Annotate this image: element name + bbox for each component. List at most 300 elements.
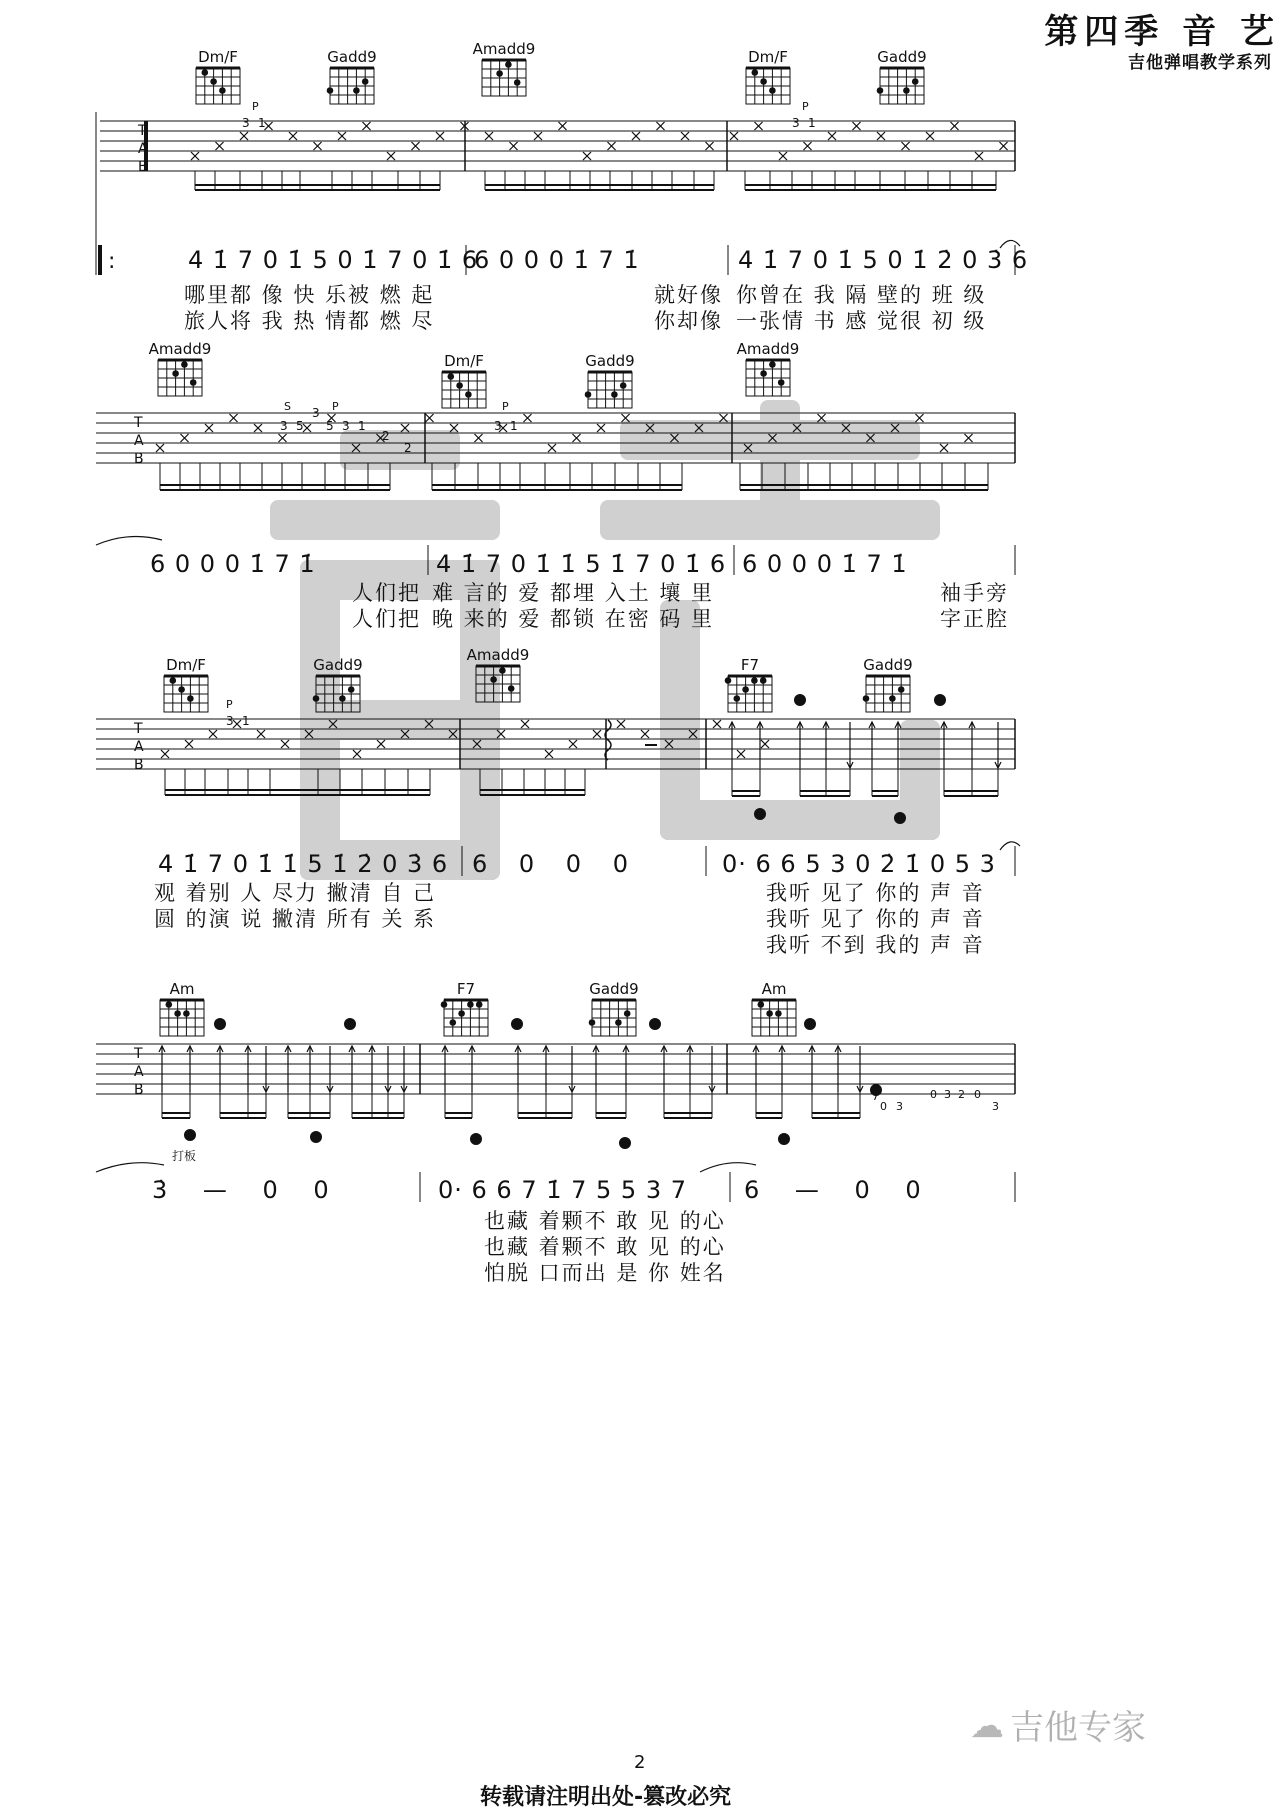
tab-x-mark [975, 152, 983, 160]
chord-dmf-2-label: Dm/F [748, 48, 788, 66]
chord-dot [611, 391, 618, 398]
chord-dot [202, 69, 209, 76]
lyric-line: 人们把 [352, 607, 421, 631]
tab-x-mark [657, 122, 665, 130]
strum-down-arrow [401, 1046, 407, 1092]
lyric-line: 我听 不到 我的 声 音 [766, 933, 985, 957]
chord-gadd9-1-diagram [327, 68, 374, 104]
tab-letter-b: B [134, 451, 144, 467]
tab-x-mark [510, 142, 518, 150]
chord-amadd9-3-diagram [746, 360, 790, 396]
beam-group-14 [220, 1092, 266, 1118]
bass-note-dot [649, 1018, 661, 1030]
chord-dmf-2-diagram [746, 68, 790, 104]
beam-group-18 [518, 1092, 572, 1118]
notation-measure-1: 4 1̇ 7 0 1̇ 5 0 1̇ 7 0 1̇ 6 [188, 246, 479, 274]
lyric-line: 就好像 [654, 283, 723, 307]
tab-x-mark [548, 444, 556, 452]
tab-x-mark [632, 132, 640, 140]
notation-measure-6: 6 0 0 0 1̇ 7 1̇ [742, 550, 908, 578]
beam-group-10 [800, 768, 850, 796]
notation-measure-3: 4 1̇ 7 0 1̇ 5 0 1̇ 2̇ 0 3̇ 6 [738, 246, 1029, 274]
tab-number: 1 [242, 714, 250, 728]
notation-measure-7: 4 1̇ 7 0 1̇ 1̇ 5 1̇ 2̇ 0 3̇ 6 [158, 850, 449, 878]
chord-dot [181, 361, 188, 368]
tab-letter-t: T [134, 721, 143, 737]
tab-x-mark [965, 434, 973, 442]
chord-am-2-label: Am [761, 980, 787, 998]
tab-x-mark [916, 414, 924, 422]
tab-x-mark [436, 132, 444, 140]
chord-dot [760, 370, 767, 377]
chord-gadd9-1-label: Gadd9 [327, 48, 377, 66]
tab-number: 5 [326, 419, 334, 433]
tab-x-mark [209, 730, 217, 738]
strum-up-arrow [753, 1046, 759, 1092]
strum-up-arrow [159, 1046, 165, 1092]
chord-dot [353, 87, 360, 94]
tab-x-mark [737, 750, 745, 758]
chord-dmf-1-diagram [196, 68, 240, 104]
tab-x-mark [706, 142, 714, 150]
beam-group-17 [445, 1092, 472, 1118]
strum-down-arrow [327, 1046, 333, 1092]
tab-x-mark [314, 142, 322, 150]
strum-up-arrow [187, 1046, 193, 1092]
chord-dot [190, 379, 197, 386]
tab-x-mark [338, 132, 346, 140]
tab-number: 7 [872, 1090, 879, 1103]
tab-letter-a: A [134, 433, 144, 449]
tab-letter-t: T [134, 1046, 143, 1062]
wechat-icon: ☁ [970, 1706, 1004, 1746]
chord-dot [508, 685, 515, 692]
chord-dot [769, 361, 776, 368]
chord-dot [496, 70, 503, 77]
tab-x-mark [926, 132, 934, 140]
chord-f7-2-diagram [441, 1000, 488, 1036]
tab-x-mark [534, 132, 542, 140]
tab-number: 3 [342, 419, 350, 433]
chord-dot [456, 382, 463, 389]
tab-x-mark [303, 424, 311, 432]
chord-f7-2-label: F7 [456, 980, 476, 998]
copyright-notice: 转载请注明出处-篡改必究 [480, 1785, 732, 1810]
tab-number: 0 [930, 1088, 937, 1101]
chord-dot [505, 61, 512, 68]
tab-x-mark [681, 132, 689, 140]
beam-group-13 [162, 1092, 190, 1118]
strum-down-arrow [709, 1046, 715, 1092]
chord-amadd9-2-diagram [158, 360, 202, 396]
strum-up-arrow [515, 1046, 521, 1092]
chord-dot [912, 78, 919, 85]
pull-off-mark: P [332, 400, 339, 413]
chord-am-1-diagram [160, 1000, 204, 1036]
tab-x-mark [608, 142, 616, 150]
chord-gadd9-3-diagram [585, 372, 632, 408]
chord-dot [769, 87, 776, 94]
tab-x-mark [485, 132, 493, 140]
tab-letter-a: A [134, 739, 144, 755]
bass-note-dot [778, 1133, 790, 1145]
notation-measure-5: 4 1̇ 7 0 1̇ 1̇ 5 1̇ 7 0 1̇ 6 [436, 550, 727, 578]
chord-dmf-3-diagram [442, 372, 486, 408]
chord-dot [751, 677, 758, 684]
strum-down-arrow [385, 1046, 391, 1092]
tab-x-mark [265, 122, 273, 130]
chord-dot [166, 1001, 173, 1008]
tab-number: 3 [280, 419, 288, 433]
notation-measure-8: 6 0 0 0 [472, 850, 640, 878]
lyric-line: 你却像 [654, 309, 723, 333]
tab-x-mark [545, 750, 553, 758]
chord-dot [210, 78, 217, 85]
bass-note-dot [511, 1018, 523, 1030]
chord-dot [450, 1019, 457, 1026]
tab-x-mark [205, 424, 213, 432]
chord-am-2-diagram [752, 1000, 796, 1036]
chord-amadd9-1-diagram [482, 60, 526, 96]
bass-note-dot [470, 1133, 482, 1145]
strum-up-arrow [245, 1046, 251, 1092]
tab-x-mark [761, 740, 769, 748]
tab-letter-b: B [134, 1082, 144, 1098]
tab-number: 1 [358, 419, 366, 433]
chord-dot [760, 677, 767, 684]
chord-dot [313, 695, 320, 702]
chord-dot [448, 373, 455, 380]
bass-note-dot [934, 694, 946, 706]
tab-number: 3 [944, 1088, 951, 1101]
strum-up-arrow [285, 1046, 291, 1092]
beam-group-3 [745, 171, 996, 190]
lyric-line: 人们把 [352, 581, 421, 605]
tab-x-mark [713, 720, 721, 728]
chord-dot [170, 677, 177, 684]
tab-x-mark [412, 142, 420, 150]
tab-x-mark [779, 152, 787, 160]
tab-x-mark [475, 434, 483, 442]
tab-x-mark [181, 434, 189, 442]
tab-letter-b: B [134, 757, 144, 773]
notation-measure-9: 0· 6 6 5 3 0 2̇ 1̇ 0 5 3 [722, 850, 996, 878]
tab-x-mark [156, 444, 164, 452]
lyric-line: 也藏 着颗不 敢 见 的心 [484, 1209, 726, 1233]
chord-dot [327, 87, 334, 94]
strum-up-arrow [469, 1046, 475, 1092]
chord-dot [775, 1010, 782, 1017]
chord-dot [178, 686, 185, 693]
tab-letter-t: T [134, 415, 143, 431]
lyric-line: 我听 见了 你的 声 音 [766, 907, 985, 931]
chord-amadd9-1-label: Amadd9 [472, 40, 536, 58]
lyric-line: 字正腔 [940, 607, 1009, 631]
tab-x-mark [853, 122, 861, 130]
tab-x-mark [216, 142, 224, 150]
beam-group-2 [485, 171, 714, 190]
chord-gadd9-6-diagram [589, 1000, 636, 1036]
chord-dot [889, 695, 896, 702]
strum-up-arrow [835, 1046, 841, 1092]
repeat-dots: : [108, 249, 116, 274]
tab-x-mark [363, 122, 371, 130]
strum-up-arrow [543, 1046, 549, 1092]
tab-x-mark [161, 750, 169, 758]
tab-number: 0 [880, 1100, 887, 1113]
chord-dot [863, 695, 870, 702]
tab-x-mark [353, 750, 361, 758]
lyric-line: 旅人将 我 热 情都 燃 尽 [184, 309, 435, 333]
chord-dot [877, 87, 884, 94]
tab-letter-t: T [138, 123, 147, 139]
tab-x-mark [281, 740, 289, 748]
chord-dot [187, 695, 194, 702]
tab-x-mark [185, 740, 193, 748]
chord-dmf-4-label: Dm/F [166, 656, 206, 674]
chord-dot [499, 667, 506, 674]
lyric-line: 晚 来的 爱 都锁 在密 码 里 [432, 607, 715, 631]
bass-note-dot [344, 1018, 356, 1030]
lyric-line: 圆 的演 说 撇清 所有 关 系 [154, 907, 437, 931]
tab-x-mark [641, 730, 649, 738]
lyric-line: 袖手旁 [940, 581, 1009, 605]
tab-x-mark [755, 122, 763, 130]
tab-number: 3 [792, 116, 800, 130]
tab-x-mark [902, 142, 910, 150]
lyric-line: 难 言的 爱 都埋 入土 壤 里 [432, 581, 715, 605]
bass-note-dot [619, 1137, 631, 1149]
lyric-line: 怕脱 口而出 是 你 姓名 [484, 1261, 726, 1285]
pull-off-mark: P [502, 400, 509, 413]
tab-x-mark [233, 720, 241, 728]
chord-dot [339, 695, 346, 702]
tab-number: 2 [404, 441, 412, 455]
series-subtitle: 吉他弹唱教学系列 [1128, 53, 1272, 73]
chord-dot [348, 686, 355, 693]
lyric-line: 哪里都 像 快 乐被 燃 起 [184, 283, 435, 307]
bass-note-dot [754, 808, 766, 820]
page-number: 2 [634, 1752, 646, 1773]
chord-dot [734, 695, 741, 702]
chord-dmf-4-diagram [164, 676, 208, 712]
tab-x-mark [569, 740, 577, 748]
tab-x-mark [254, 424, 262, 432]
tab-number: 3 [992, 1100, 999, 1113]
chord-dot [476, 1001, 483, 1008]
notation-measure-12: 6 — 0 0 [744, 1176, 935, 1204]
pull-off-mark: P [226, 698, 233, 711]
strum-up-arrow [623, 1046, 629, 1092]
strum-up-arrow [349, 1046, 355, 1092]
chord-dot [760, 78, 767, 85]
tie-arc [96, 536, 162, 545]
lyric-line: 一张情 书 感 觉很 初 级 [736, 309, 987, 333]
tab-number: 1 [510, 419, 518, 433]
tab-number: 5 [296, 419, 304, 433]
chord-dot [725, 677, 732, 684]
chord-dot [624, 1010, 631, 1017]
tab-x-mark [377, 740, 385, 748]
strum-down-arrow [569, 1046, 575, 1092]
tab-x-mark [940, 444, 948, 452]
tab-letter-a: A [134, 1064, 144, 1080]
bass-note-dot [310, 1131, 322, 1143]
lyric-line: 观 着别 人 尽力 撇清 自 己 [154, 881, 437, 905]
tab-number: 3 [226, 714, 234, 728]
tab-letter-a: A [138, 141, 148, 157]
chord-dot [620, 382, 627, 389]
tab-number: 2 [958, 1088, 965, 1101]
tab-number: 3 [242, 116, 250, 130]
chord-dot [183, 1010, 190, 1017]
tab-number: 3 [494, 419, 502, 433]
chord-amadd9-2-label: Amadd9 [148, 340, 212, 358]
tab-x-mark [240, 132, 248, 140]
chord-dot [758, 1001, 765, 1008]
beam-group-11 [872, 768, 898, 796]
tab-x-mark [279, 434, 287, 442]
chord-dot [219, 87, 226, 94]
chord-amadd9-3-label: Amadd9 [736, 340, 800, 358]
beam-group-21 [756, 1092, 782, 1118]
chord-f7-1-label: F7 [740, 656, 760, 674]
pull-off-mark: P [802, 100, 809, 113]
tab-x-mark [583, 152, 591, 160]
tab-number: 3 [896, 1100, 903, 1113]
chord-dot [441, 1001, 448, 1008]
beam-group-7 [165, 769, 430, 795]
beam-group-22 [812, 1092, 860, 1118]
notation-measure-11: 0· 6 6 7 1̇ 7 5 5 3 7 [438, 1176, 687, 1204]
bass-note-dot [894, 812, 906, 824]
tab-x-mark [289, 132, 297, 140]
tab-x-mark [387, 152, 395, 160]
tab-x-mark [573, 434, 581, 442]
chord-dot [490, 676, 497, 683]
lyric-line: 你曾在 我 隔 壁的 班 级 [736, 283, 987, 307]
beam-group-15 [288, 1092, 330, 1118]
tab-number: 3 [312, 406, 320, 420]
beam-group-1 [195, 171, 440, 190]
technique-note: 打板 [172, 1149, 197, 1163]
tab-x-mark [559, 122, 567, 130]
tie-arc [700, 1163, 756, 1172]
chord-dot [766, 1010, 773, 1017]
chord-gadd9-5-diagram [863, 676, 910, 712]
chord-dot [615, 1019, 622, 1026]
tab-x-mark [593, 730, 601, 738]
chord-dot [514, 79, 521, 86]
chord-dot [174, 1010, 181, 1017]
tab-x-mark [804, 142, 812, 150]
chord-dot [585, 391, 592, 398]
strum-up-arrow [809, 1046, 815, 1092]
series-title: 第四季 音 艺 [1044, 12, 1280, 52]
chord-dot [458, 1010, 465, 1017]
chord-gadd9-5-label: Gadd9 [863, 656, 913, 674]
tab-number: 1 [808, 116, 816, 130]
tab-x-mark [730, 132, 738, 140]
tab-staff-1 [100, 121, 1015, 171]
chord-dot [778, 379, 785, 386]
tie-arc [96, 1163, 164, 1172]
notation-measure-10: 3̇ — 0 0 [152, 1176, 343, 1204]
bass-note-dot [794, 694, 806, 706]
beam-group-5 [432, 463, 682, 490]
strum-up-arrow [661, 1046, 667, 1092]
chord-dmf-3-label: Dm/F [444, 352, 484, 370]
chord-gadd9-3-label: Gadd9 [585, 352, 635, 370]
chord-dot [903, 87, 910, 94]
strum-up-arrow [307, 1046, 313, 1092]
bass-note-dot [184, 1129, 196, 1141]
chord-gadd9-4-label: Gadd9 [313, 656, 363, 674]
tab-x-mark [191, 152, 199, 160]
brand-name: 吉他专家 [1010, 1708, 1146, 1748]
beam-group-16 [352, 1092, 404, 1118]
strum-up-arrow [369, 1046, 375, 1092]
strum-up-arrow [217, 1046, 223, 1092]
beam-group-9 [732, 768, 760, 796]
strum-up-arrow [687, 1046, 693, 1092]
tab-number: 1 [258, 116, 266, 130]
lyric-line: 也藏 着颗不 敢 见 的心 [484, 1235, 726, 1259]
beam-group-12 [944, 768, 998, 796]
bass-note-dot [214, 1018, 226, 1030]
chord-dot [752, 69, 759, 76]
notation-measure-4: 6 0 0 0 1̇ 7 1̇ [150, 550, 316, 578]
tab-x-mark [230, 414, 238, 422]
chord-dot [742, 686, 749, 693]
tab-x-mark [828, 132, 836, 140]
chord-dmf-1-label: Dm/F [198, 48, 238, 66]
chord-dot [898, 686, 905, 693]
tab-x-mark [524, 414, 532, 422]
chord-dot [465, 391, 472, 398]
tab-x-mark [877, 132, 885, 140]
slide-mark: S [284, 400, 291, 413]
bass-note-dot [804, 1018, 816, 1030]
chord-amadd9-4-label: Amadd9 [466, 646, 530, 664]
strum-down-arrow [857, 1046, 863, 1092]
chord-dot [172, 370, 179, 377]
tab-x-mark [521, 720, 529, 728]
chord-dot [362, 78, 369, 85]
lyric-line: 我听 见了 你的 声 音 [766, 881, 985, 905]
tab-letter-b: B [138, 159, 148, 175]
tab-x-mark [617, 720, 625, 728]
strum-up-arrow [442, 1046, 448, 1092]
tab-x-mark [1000, 142, 1008, 150]
strum-down-arrow [263, 1046, 269, 1092]
chord-f7-1-diagram [725, 676, 772, 712]
beam-group-20 [664, 1092, 712, 1118]
tie-arc [1000, 842, 1020, 850]
yin-yi-watermark [270, 400, 940, 880]
tab-x-mark [597, 424, 605, 432]
tab-x-mark [257, 730, 265, 738]
tab-number: 0 [974, 1088, 981, 1101]
pull-off-mark: P [252, 100, 259, 113]
tab-x-mark [426, 414, 434, 422]
chord-gadd9-2-diagram [877, 68, 924, 104]
notation-measure-2: 6 0 0 0 1̇ 7 1̇ [474, 246, 640, 274]
chord-dot [589, 1019, 596, 1026]
chord-gadd9-6-label: Gadd9 [589, 980, 639, 998]
strum-up-arrow [593, 1046, 599, 1092]
strum-up-arrow [779, 1046, 785, 1092]
